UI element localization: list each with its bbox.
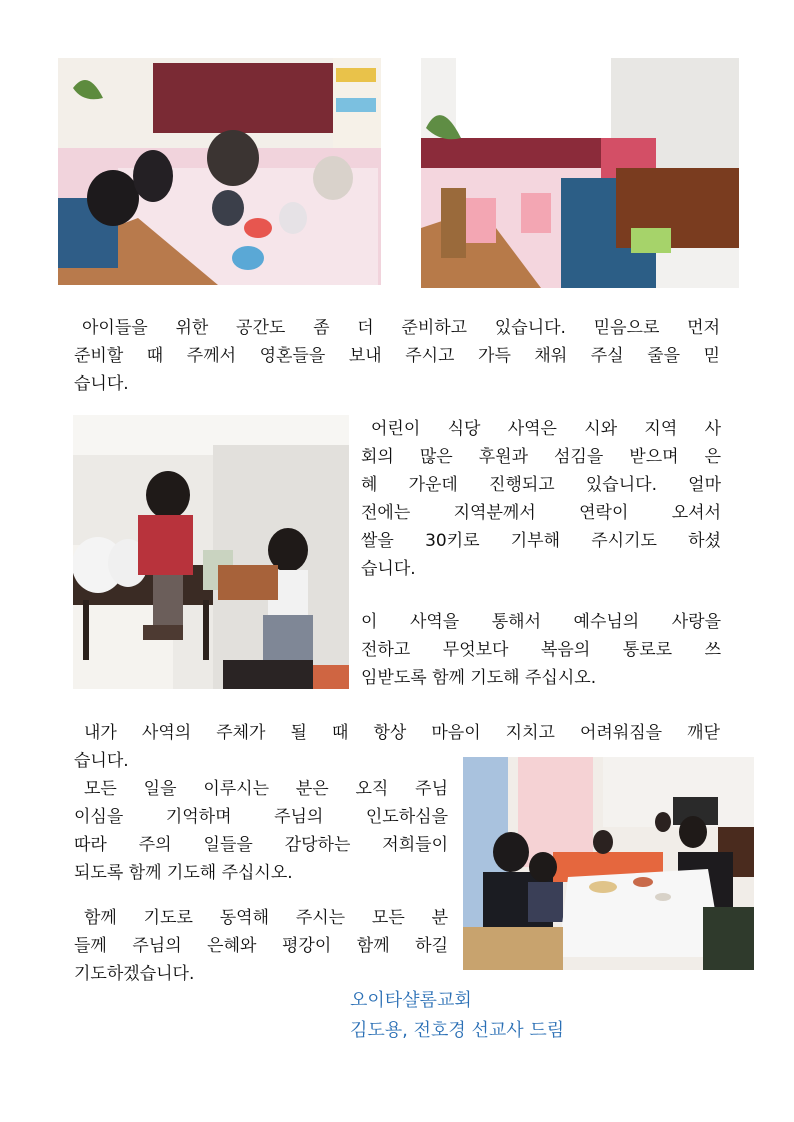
missionary-names: 김도용, 전호경 선교사 드림 (350, 1020, 565, 1041)
text-line: 임받도록 함께 기도해 주십시오. (361, 668, 597, 688)
text-line: 전에는 지역분께서 연락이 오셔서 (361, 503, 721, 523)
text-line: 내가 사역의 주체가 될 때 항상 마음이 지치고 어려워짐을 깨닫 (84, 723, 720, 743)
text-line: 이심을 기억하며 주님의 인도하심을 (74, 807, 448, 827)
text-line: 습니다. (361, 559, 416, 579)
paragraph-closing-prayer (74, 904, 448, 988)
text-line: 혜 가운데 진행되고 있습니다. 얼마 (361, 475, 721, 495)
text-line: 아이들을 위한 공간도 좀 더 준비하고 있습니다. 믿음으로 먼저 (82, 318, 720, 338)
kids-room-photo (58, 58, 381, 285)
text-line: 습니다. (74, 751, 129, 771)
text-line: 함께 기도로 동역해 주시는 모든 분 (84, 908, 448, 928)
text-line: 쌀을 30키로 기부해 주시기도 하셨 (361, 531, 721, 551)
text-line: 회의 많은 후원과 섬김을 받으며 은 (361, 447, 721, 467)
empty-kids-room-photo (421, 58, 739, 288)
text-line: 들께 주님의 은혜와 평강이 함께 하길 (74, 936, 448, 956)
paragraph-intro (74, 314, 720, 398)
text-line: 모든 일을 이루시는 분은 오직 주님 (84, 779, 448, 799)
text-line: 준비할 때 주께서 영혼들을 보내 주시고 가득 채워 주실 줄을 믿 (74, 346, 720, 366)
paragraph-lord-remembrance (74, 775, 448, 887)
fellowship-meal-photo (463, 757, 754, 970)
text-line: 따라 주의 일들을 감당하는 저희들이 (74, 835, 448, 855)
text-line: 되도록 함께 기도해 주십시오. (74, 863, 293, 883)
church-name: 오이타샬롬교회 (350, 990, 472, 1011)
text-line: 어린이 식당 사역은 시와 지역 사 (371, 419, 721, 439)
signature-block (350, 986, 564, 1046)
text-line: 전하고 무엇보다 복음의 통로로 쓰 (361, 640, 721, 660)
paragraph-ministry-prayer (361, 608, 721, 692)
text-line: 습니다. (74, 374, 129, 394)
text-line: 기도하겠습니다. (74, 964, 195, 984)
text-line: 이 사역을 통해서 예수님의 사랑을 (361, 612, 721, 632)
food-donation-photo (73, 415, 349, 689)
paragraph-kids-cafeteria (361, 415, 721, 583)
